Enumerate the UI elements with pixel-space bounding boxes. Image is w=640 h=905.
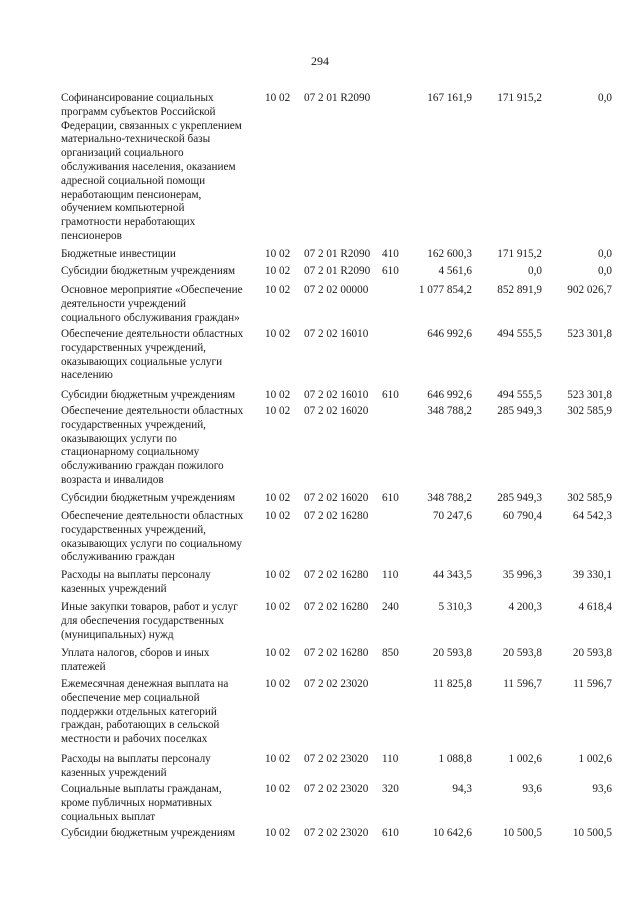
row-amount-3: 0,0 [598,265,612,277]
row-name: Обеспечение деятельности областных государственных учреждений, оказывающих услуги по социальному обслуживанию граждан [61,510,244,564]
row-target-code: 07 2 02 16010 [304,389,369,401]
row-target-code: 07 2 02 16010 [304,328,369,340]
row-expense-type: 240 [382,601,399,613]
row-section: 10 02 [265,265,291,277]
row-amount-1: 4 561,6 [438,265,472,277]
row-name: Субсидии бюджетным учреждениям [61,389,236,401]
row-name: Ежемесячная денежная выплата на обеспечение мер социальной поддержки отдельных категорий граждан, работающих в сельской местности и рабочих поселках [61,678,229,746]
row-amount-3: 0,0 [598,248,612,260]
row-amount-3: 64 542,3 [572,510,612,522]
row-amount-2: 852 891,9 [497,284,542,296]
row-amount-1: 94,3 [452,783,472,795]
row-amount-3: 902 026,7 [567,284,612,296]
row-name: Субсидии бюджетным учреждениям [61,492,236,504]
row-expense-type: 320 [382,783,399,795]
row-amount-3: 4 618,4 [578,601,612,613]
row-section: 10 02 [265,328,291,340]
row-amount-1: 646 992,6 [427,389,472,401]
row-amount-1: 44 343,5 [432,569,472,581]
row-amount-2: 0,0 [528,265,542,277]
row-section: 10 02 [265,492,291,504]
row-expense-type: 410 [382,248,399,260]
row-amount-2: 35 996,3 [502,569,542,581]
row-target-code: 07 2 02 23020 [304,783,369,795]
row-section: 10 02 [265,389,291,401]
row-amount-3: 302 585,9 [567,492,612,504]
row-target-code: 07 2 01 R2090 [304,92,371,104]
row-amount-2: 285 949,3 [497,405,542,417]
row-section: 10 02 [265,510,291,522]
row-expense-type: 850 [382,647,399,659]
row-amount-1: 70 247,6 [432,510,472,522]
row-amount-1: 10 642,6 [432,827,472,839]
row-amount-3: 20 593,8 [572,647,612,659]
row-target-code: 07 2 02 16020 [304,405,369,417]
row-amount-2: 20 593,8 [502,647,542,659]
row-section: 10 02 [265,284,291,296]
row-name: Субсидии бюджетным учреждениям [61,265,236,277]
row-name: Иные закупки товаров, работ и услуг для обеспечения государственных (муниципальных) нужд [61,601,238,641]
row-amount-1: 646 992,6 [427,328,472,340]
row-name: Субсидии бюджетным учреждениям [61,827,236,839]
row-target-code: 07 2 02 16020 [304,492,369,504]
row-amount-3: 523 301,8 [567,328,612,340]
row-amount-1: 5 310,3 [438,601,472,613]
row-amount-1: 348 788,2 [427,492,472,504]
row-section: 10 02 [265,827,291,839]
row-expense-type: 610 [382,827,399,839]
row-name: Расходы на выплаты персоналу казенных учреждений [61,569,211,595]
row-target-code: 07 2 02 00000 [304,284,369,296]
row-amount-2: 60 790,4 [502,510,542,522]
row-name: Уплата налогов, сборов и иных платежей [61,647,210,673]
row-amount-2: 11 596,7 [503,678,542,690]
row-expense-type: 610 [382,389,399,401]
row-target-code: 07 2 02 23020 [304,678,369,690]
row-name: Бюджетные инвестиции [61,248,176,260]
row-amount-2: 10 500,5 [502,827,542,839]
row-section: 10 02 [265,248,291,260]
row-amount-1: 20 593,8 [432,647,472,659]
row-target-code: 07 2 01 R2090 [304,265,371,277]
row-target-code: 07 2 02 16280 [304,569,369,581]
row-expense-type: 610 [382,265,399,277]
row-section: 10 02 [265,753,291,765]
row-amount-3: 93,6 [592,783,612,795]
row-name: Расходы на выплаты персоналу казенных учреждений [61,753,211,779]
row-expense-type: 610 [382,492,399,504]
row-target-code: 07 2 02 16280 [304,510,369,522]
row-section: 10 02 [265,647,291,659]
row-amount-3: 302 585,9 [567,405,612,417]
row-amount-1: 1 077 854,2 [418,284,472,296]
row-target-code: 07 2 01 R2090 [304,248,371,260]
row-name: Софинансирование социальных программ субъектов Российской Федерации, связанных с укреплением материально-технической базы организаций социального обслуживания населения, оказанием адресной социальной помощи неработающим пенсионерам, обучением компьютерной грамотности неработающих пенсионеров [61,92,242,242]
row-section: 10 02 [265,569,291,581]
row-amount-3: 523 301,8 [567,389,612,401]
row-section: 10 02 [265,783,291,795]
row-name: Основное мероприятие «Обеспечение деятельности учреждений социального обслуживания граждан» [61,284,243,324]
row-amount-3: 0,0 [598,92,612,104]
row-amount-2: 494 555,5 [497,389,542,401]
row-amount-1: 162 600,3 [427,248,472,260]
row-expense-type: 110 [382,569,399,581]
row-amount-2: 285 949,3 [497,492,542,504]
row-target-code: 07 2 02 16280 [304,647,369,659]
row-amount-2: 93,6 [522,783,542,795]
row-target-code: 07 2 02 23020 [304,827,369,839]
row-section: 10 02 [265,601,291,613]
row-amount-3: 11 596,7 [573,678,612,690]
row-section: 10 02 [265,405,291,417]
row-amount-1: 11 825,8 [433,678,472,690]
row-amount-1: 167 161,9 [427,92,472,104]
row-target-code: 07 2 02 16280 [304,601,369,613]
row-amount-2: 494 555,5 [497,328,542,340]
row-amount-3: 1 002,6 [578,753,612,765]
row-amount-2: 171 915,2 [497,248,542,260]
row-amount-1: 1 088,8 [438,753,472,765]
row-section: 10 02 [265,92,291,104]
row-name: Обеспечение деятельности областных государственных учреждений, оказывающих услуги по стационарному социальному обслуживанию граждан пожилого возраста и инвалидов [61,405,244,486]
row-amount-3: 10 500,5 [572,827,612,839]
row-name: Обеспечение деятельности областных государственных учреждений, оказывающих социальные услуги населению [61,328,244,382]
row-section: 10 02 [265,678,291,690]
row-amount-2: 171 915,2 [497,92,542,104]
row-target-code: 07 2 02 23020 [304,753,369,765]
page-number: 294 [311,54,329,68]
row-name: Социальные выплаты гражданам, кроме публичных нормативных социальных выплат [61,783,222,823]
row-amount-1: 348 788,2 [427,405,472,417]
row-amount-2: 4 200,3 [508,601,542,613]
row-amount-3: 39 330,1 [572,569,612,581]
row-expense-type: 110 [382,753,399,765]
row-amount-2: 1 002,6 [508,753,542,765]
